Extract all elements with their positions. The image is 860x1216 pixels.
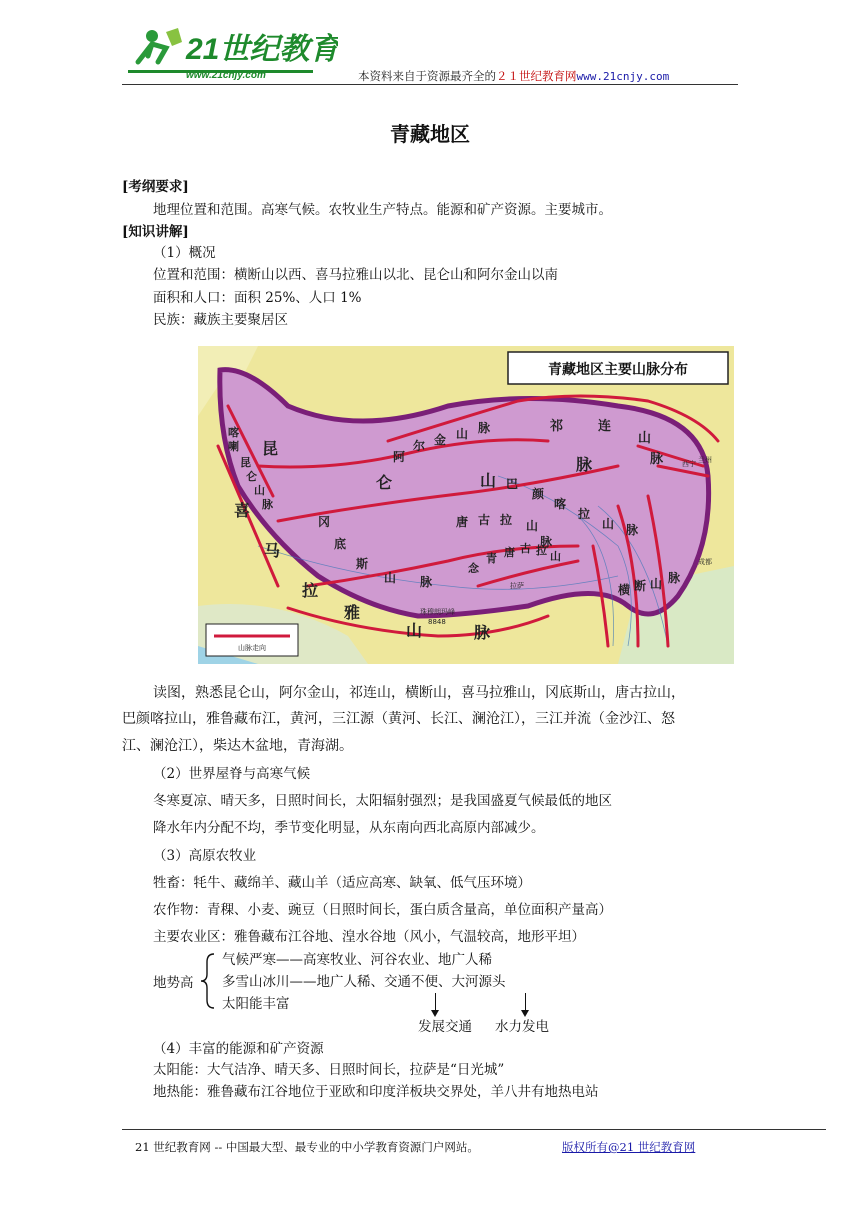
- climate-line-1: 冬寒夏凉、晴天多，日照时间长，太阳辐射强烈；是我国盛夏气候最低的地区: [153, 793, 612, 809]
- svg-text:昆: 昆: [262, 439, 279, 458]
- reading-line-1: 读图，熟悉昆仑山，阿尔金山，祁连山，横断山，喜马拉雅山，冈底斯山，唐古拉山，: [153, 685, 685, 701]
- exam-requirements-text: 地理位置和范围。高寒气候。农牧业生产特点。能源和矿产资源。主要城市。: [153, 202, 612, 218]
- terrain-item-3: 太阳能丰富: [222, 996, 290, 1012]
- svg-text:脉: 脉: [478, 421, 491, 435]
- svg-text:横: 横: [618, 583, 631, 597]
- area-population: 面积和人口：面积 25%、人口 1%: [153, 290, 362, 306]
- svg-text:底: 底: [334, 537, 347, 551]
- header-note-prefix: 本资料来自于资源最齐全的: [358, 69, 496, 83]
- label-karakoram: 喀: [228, 426, 239, 439]
- svg-text:www.21cnjy.com: www.21cnjy.com: [186, 70, 266, 81]
- svg-text:脉: 脉: [420, 575, 433, 589]
- map-title: 青藏地区主要山脉分布: [548, 362, 688, 378]
- section-4-heading: （4）丰富的能源和矿产资源: [153, 1041, 324, 1057]
- svg-text:仑: 仑: [246, 470, 257, 483]
- geothermal-line: 地热能：雅鲁藏布江谷地位于亚欧和印度洋板块交界处，羊八井有地热电站: [153, 1084, 599, 1100]
- svg-text:脉: 脉: [650, 452, 664, 467]
- mountain-range-map: [198, 346, 734, 664]
- svg-text:尔: 尔: [413, 439, 426, 453]
- svg-text:拉: 拉: [578, 507, 591, 521]
- section-3-heading: （3）高原农牧业: [153, 848, 257, 864]
- svg-text:念: 念: [468, 562, 479, 575]
- section-1-heading: （1）概况: [153, 245, 216, 261]
- svg-text:喜: 喜: [234, 501, 251, 520]
- svg-text:山: 山: [384, 571, 397, 585]
- svg-text:斯: 斯: [356, 557, 369, 571]
- svg-text:脉: 脉: [668, 571, 681, 585]
- svg-text:颜: 颜: [532, 487, 545, 501]
- svg-text:山: 山: [406, 621, 423, 640]
- svg-text:马: 马: [264, 541, 281, 560]
- map-legend: 山脉走向: [238, 644, 266, 652]
- copyright-link[interactable]: 版权所有@21 世纪教育网: [562, 1140, 696, 1154]
- svg-text:脉: 脉: [474, 623, 491, 642]
- svg-text:21世纪教育: 21世纪教育: [186, 33, 338, 66]
- footer-divider: [122, 1129, 826, 1130]
- header-note-url[interactable]: www.21cnjy.com: [576, 70, 670, 83]
- down-arrow-icon: [525, 993, 526, 1015]
- svg-text:唐: 唐: [456, 515, 469, 529]
- svg-text:脉: 脉: [540, 535, 553, 549]
- svg-text:山: 山: [638, 431, 652, 446]
- svg-text:西宁: 西宁: [682, 460, 696, 468]
- section-2-heading: （2）世界屋脊与高寒气候: [153, 766, 311, 782]
- svg-text:连: 连: [598, 419, 612, 434]
- svg-text:拉: 拉: [536, 544, 547, 557]
- svg-text:昆: 昆: [240, 456, 251, 469]
- terrain-result-2: 水力发电: [495, 1019, 549, 1035]
- svg-text:山: 山: [550, 550, 561, 563]
- knowledge-label: [知识讲解]: [122, 224, 189, 240]
- svg-text:成都: 成都: [698, 558, 712, 566]
- svg-text:巴: 巴: [506, 477, 519, 491]
- svg-text:阿: 阿: [393, 450, 406, 464]
- svg-text:断: 断: [634, 579, 647, 593]
- livestock-line: 牲畜：牦牛、藏绵羊、藏山羊（适应高寒、缺氧、低气压环境）: [153, 875, 531, 891]
- svg-text:青: 青: [486, 552, 497, 565]
- svg-text:雅: 雅: [344, 603, 361, 622]
- reading-line-3: 江、澜沧江），柴达木盆地，青海湖。: [122, 738, 353, 754]
- exam-requirements-label: [考纲要求]: [122, 179, 189, 195]
- svg-text:山: 山: [526, 519, 539, 533]
- footer-text: 21 世纪教育网 -- 中国最大型、最专业的中小学教育资源门户网站。: [135, 1140, 479, 1154]
- svg-text:拉: 拉: [500, 513, 513, 527]
- svg-text:山: 山: [456, 427, 469, 441]
- svg-text:8848: 8848: [428, 618, 446, 626]
- svg-text:金: 金: [434, 433, 447, 447]
- svg-text:山: 山: [650, 577, 663, 591]
- svg-text:仑: 仑: [376, 473, 393, 492]
- svg-text:拉萨: 拉萨: [510, 582, 524, 590]
- page-title: 青藏地区: [390, 122, 470, 146]
- svg-text:山: 山: [480, 471, 497, 490]
- svg-text:古: 古: [478, 513, 491, 527]
- svg-text:山: 山: [254, 484, 265, 497]
- svg-text:喇: 喇: [228, 440, 239, 453]
- crops-line: 农作物：青稞、小麦、豌豆（日照时间长，蛋白质含量高，单位面积产量高）: [153, 902, 612, 918]
- site-logo: [128, 22, 338, 82]
- svg-text:喀: 喀: [554, 497, 567, 511]
- svg-text:古: 古: [520, 542, 531, 555]
- terrain-item-2: 多雪山冰川——地广人稀、交通不便、大河源头: [222, 974, 506, 990]
- svg-text:祁: 祁: [550, 419, 564, 434]
- down-arrow-icon: [435, 993, 436, 1015]
- svg-text:冈: 冈: [318, 515, 331, 529]
- terrain-result-1: 发展交通: [418, 1019, 472, 1035]
- header-note: [358, 68, 669, 84]
- svg-text:珠穆朗玛峰: 珠穆朗玛峰: [420, 608, 455, 616]
- svg-text:唐: 唐: [504, 546, 515, 559]
- ethnic-groups: 民族：藏族主要聚居区: [153, 312, 288, 328]
- svg-text:兰州: 兰州: [698, 456, 712, 464]
- brace-icon: [199, 952, 217, 1010]
- location-range: 位置和范围：横断山以西、喜马拉雅山以北、昆仑山和阿尔金山以南: [153, 267, 558, 283]
- solar-line: 太阳能：大气洁净、晴天多、日照时间长，拉萨是“日光城”: [153, 1062, 505, 1078]
- svg-text:脉: 脉: [626, 523, 639, 537]
- svg-text:拉: 拉: [302, 581, 319, 600]
- terrain-item-1: 气候严寒——高寒牧业、河谷农业、地广人稀: [222, 952, 492, 968]
- terrain-label: 地势高: [153, 975, 194, 991]
- header-divider: [122, 84, 738, 85]
- header-note-brand: ２１世纪教育网: [496, 69, 577, 83]
- agri-region-line: 主要农业区：雅鲁藏布江谷地、湟水谷地（风小，气温较高，地形平坦）: [153, 929, 585, 945]
- svg-text:脉: 脉: [262, 498, 273, 511]
- climate-line-2: 降水年内分配不均，季节变化明显，从东南向西北高原内部减少。: [153, 820, 545, 836]
- reading-line-2: 巴颜喀拉山，雅鲁藏布江，黄河，三江源（黄河、长江、澜沧江），三江并流（金沙江、怒: [122, 711, 675, 727]
- svg-text:山: 山: [602, 517, 615, 531]
- svg-text:脉: 脉: [576, 455, 593, 474]
